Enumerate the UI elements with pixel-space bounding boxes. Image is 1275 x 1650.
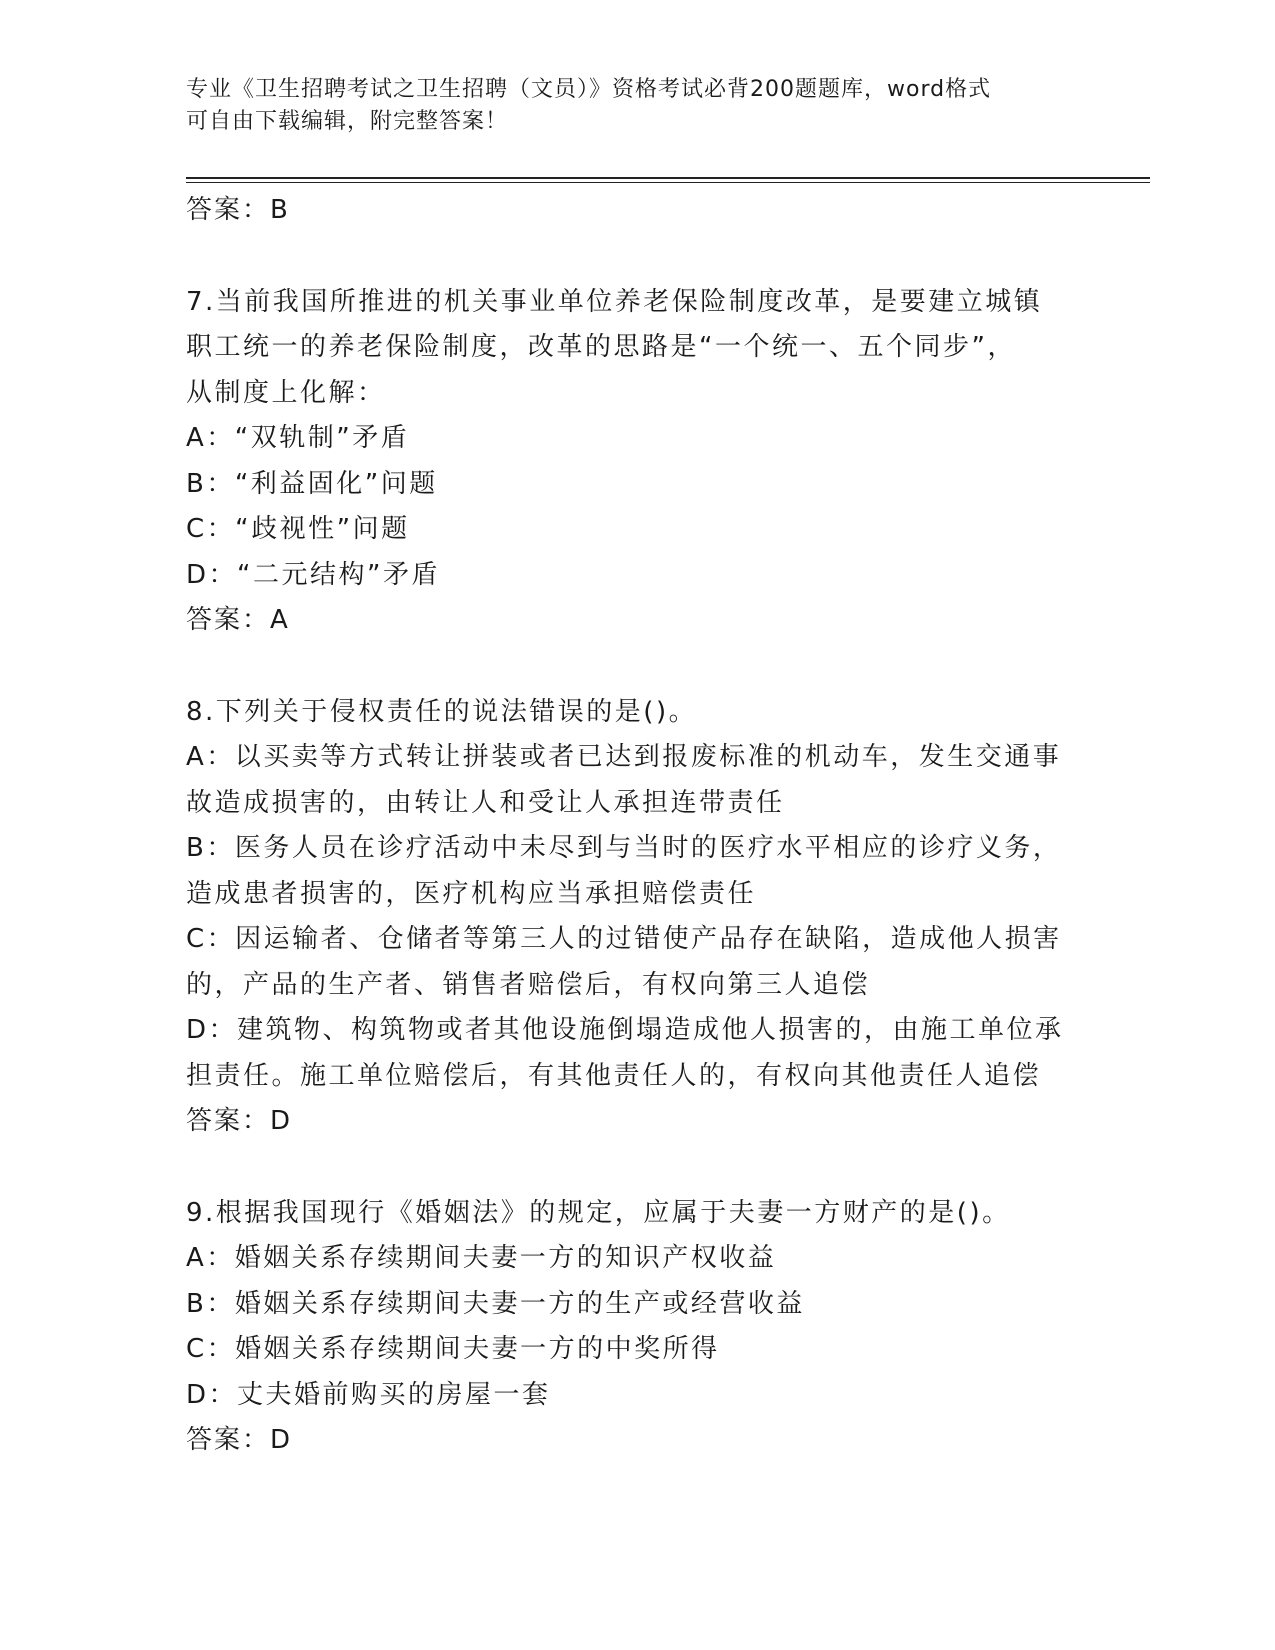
option-b: B：婚姻关系存续期间夫妻一方的生产或经营收益: [186, 1288, 805, 1319]
header-line: 专业《卫生招聘考试之卫生招聘（文员）》资格考试必背200题题库，word格式: [186, 77, 992, 102]
spacer: [186, 1145, 1086, 1191]
question-stem: 7.当前我国所推进的机关事业单位养老保险制度改革，是要建立城镇: [186, 286, 1043, 317]
question-list: [186, 188, 1086, 1464]
header-rule-thin: [186, 182, 1150, 183]
answer-line: 答案：B: [186, 195, 290, 225]
option-c: C：“歧视性”问题: [186, 514, 410, 544]
option-b-cont: 造成患者损害的，医疗机构应当承担赔偿责任: [186, 878, 757, 909]
option-c: C：因运输者、仓储者等第三人的过错使产品存在缺陷，造成他人损害: [186, 924, 1062, 954]
option-b: B：“利益固化”问题: [186, 468, 438, 499]
option-d-cont: 担责任。施工单位赔偿后，有其他责任人的，有权向其他责任人追偿: [186, 1060, 1042, 1091]
option-a-cont: 故造成损害的，由转让人和受让人承担连带责任: [186, 787, 785, 818]
question-stem: 职工统一的养老保险制度，改革的思路是“一个统一、五个同步”，: [186, 332, 1016, 362]
option-d: D：丈夫婚前购买的房屋一套: [186, 1379, 551, 1410]
option-b: B：医务人员在诊疗活动中未尽到与当时的医疗水平相应的诊疗义务，: [186, 833, 1062, 863]
question-block: [186, 690, 1086, 1145]
option-d: D：建筑物、构筑物或者其他设施倒塌造成他人损害的，由施工单位承: [186, 1015, 1064, 1045]
option-a: A：以买卖等方式转让拼装或者已达到报废标准的机动车，发生交通事: [186, 742, 1062, 772]
option-d: D：“二元结构”矛盾: [186, 559, 440, 590]
answer-line: 答案：D: [186, 1106, 293, 1136]
header-rule: [186, 177, 1150, 179]
option-a: A：婚姻关系存续期间夫妻一方的知识产权收益: [186, 1243, 777, 1273]
answer-line: 答案：A: [186, 605, 290, 635]
spacer: [186, 234, 1086, 280]
option-c: C：婚姻关系存续期间夫妻一方的中奖所得: [186, 1334, 720, 1364]
answer-line: 答案：D: [186, 1425, 293, 1455]
question-block: [186, 280, 1086, 644]
question-stem: 9.根据我国现行《婚姻法》的规定，应属于夫妻一方财产的是()。: [186, 1197, 1011, 1228]
question-block: [186, 1191, 1086, 1464]
spacer: [186, 644, 1086, 690]
header-line: 可自由下载编辑，附完整答案！: [186, 109, 509, 134]
page-header: [186, 74, 1066, 138]
question-stem: 从制度上化解：: [186, 377, 386, 408]
option-c-cont: 的，产品的生产者、销售者赔偿后，有权向第三人追偿: [186, 969, 871, 1000]
option-a: A：“双轨制”矛盾: [186, 423, 410, 453]
question-stem: 8.下列关于侵权责任的说法错误的是()。: [186, 696, 698, 727]
